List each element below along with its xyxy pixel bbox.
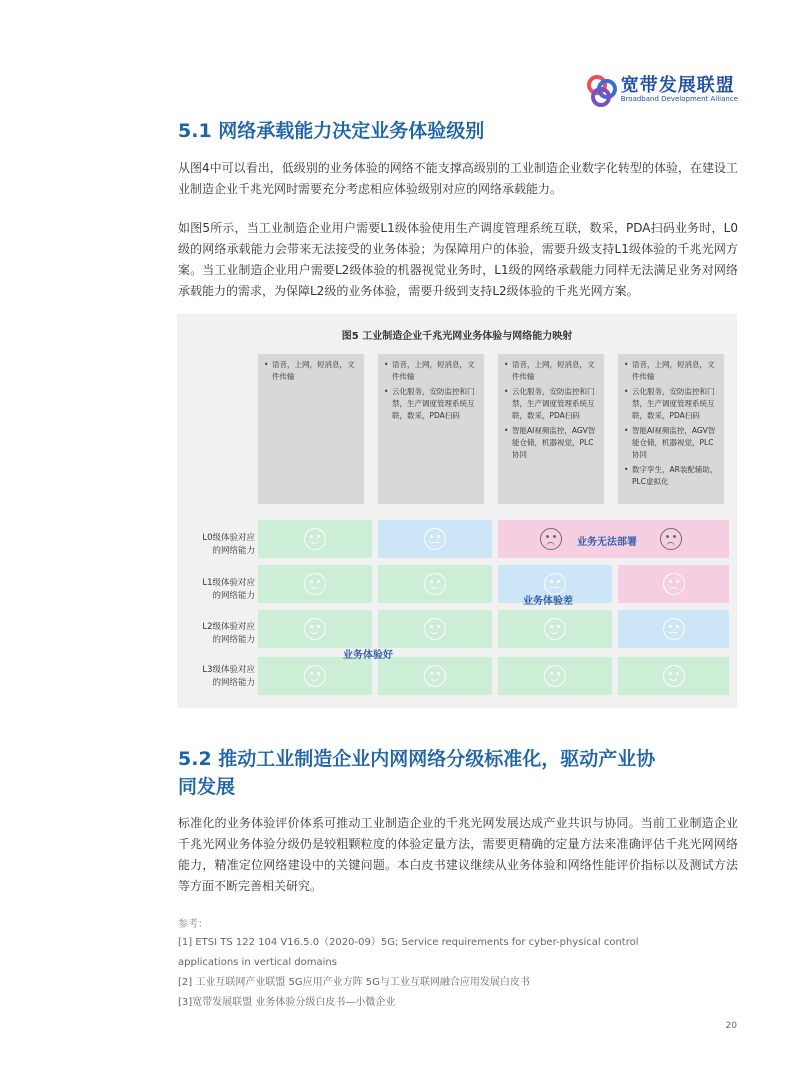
cell-l2-c3 xyxy=(498,610,612,648)
service-item: • 智能AI视频监控，AGV智能仓储，机器视觉，PLC协同 xyxy=(504,425,600,461)
page-number: 20 xyxy=(725,1021,737,1031)
section-5-1-heading: 5.1 网络承载能力决定业务体验级别 xyxy=(178,120,485,142)
service-item: • 云化服务，安防监控和门禁，生产调度管理系统互联，数采，PDA扫码 xyxy=(504,386,600,422)
cell-l2-c1 xyxy=(258,610,372,648)
reference-1: [1] ETSI TS 122 104 V16.5.0（2020-09）5G; Service requirements for cyber-physical control applications in vertical domains xyxy=(178,937,639,968)
reference-3: [3]宽带发展联盟 业务体验分级白皮书—小微企业 xyxy=(178,997,396,1008)
smile-face-icon xyxy=(544,618,566,640)
cell-l3-c1 xyxy=(258,657,372,695)
column-l2-services xyxy=(498,354,604,504)
smile-face-icon xyxy=(424,665,446,687)
service-item: • 语音，上网，短消息，文件传输 xyxy=(504,359,600,383)
row-label-l1: L1级体验对应 的网络能力 xyxy=(202,578,255,601)
section-5-1-paragraph-2: 如图5所示，当工业制造企业用户需要L1级体验使用生产调度管理系统互联，数采，PDA扫码业务时，L0级的网络承载能力会带来无法接受的业务体验；为保障用户的体验，需要升级支持L1级体验的千兆光网方案。当工业制造企业用户需要L2级体验的机器视觉业务时，L1级的网络承载能力同样无法满足业务对网络承载能力的需求，为保障L2级的业务体验，需要升级到支持L2级体验的千兆光网方案。 xyxy=(178,221,738,298)
column-l1-services xyxy=(378,354,484,504)
figure-5 xyxy=(177,314,737,708)
smile-face-icon xyxy=(304,665,326,687)
cell-l2-c4 xyxy=(618,610,729,648)
references-title: 参考： xyxy=(178,919,208,930)
service-item: • 智能AI视频监控，AGV智能仓储，机器视觉，PLC协同 xyxy=(624,425,720,461)
service-item: • 数字孪生，AR装配辅助，PLC虚拟化 xyxy=(624,464,720,488)
cell-l0-c1 xyxy=(258,520,372,558)
cell-l1-c1 xyxy=(258,565,372,603)
logo-en: Broadband Development Alliance xyxy=(620,94,738,103)
reference-2: [2] 工业互联网产业联盟 5G应用产业方阵 5G与工业互联网融合应用发展白皮书 xyxy=(178,977,530,988)
row-label-l3: L3级体验对应 的网络能力 xyxy=(202,665,255,688)
section-5-2-heading-line2: 同发展 xyxy=(178,776,236,798)
logo-cn: 宽带发展联盟 xyxy=(620,74,735,96)
smile-face-icon xyxy=(304,528,326,550)
smile-face-icon xyxy=(424,618,446,640)
neutral-face-icon xyxy=(424,528,446,550)
smile-face-icon xyxy=(424,573,446,595)
smile-face-icon xyxy=(663,665,685,687)
sad-face-icon xyxy=(663,573,685,595)
cell-l3-c4 xyxy=(618,657,729,695)
annotation-bad: 业务无法部署 xyxy=(577,537,637,548)
section-5-1-paragraph-1: 从图4中可以看出，低级别的业务体验的网络不能支撑高级别的工业制造企业数字化转型的体验，在建设工业制造企业千兆光网时需要充分考虑相应体验级别对应的网络承载能力。 xyxy=(178,161,738,196)
cell-l0-c2 xyxy=(378,520,492,558)
section-5-2-paragraph: 标准化的业务体验评价体系可推动工业制造企业的千兆光网发展达成产业共识与协同。当前工业制造企业千兆光网业务体验分级仍是较粗颗粒度的体验定量方法，需要更精确的定量方法来准确评估千兆光网网络能力，精准定位网络建设中的关键问题。本白皮书建议继续从业务体验和网络性能评价指标以及测试方法等方面不断完善相关研究。 xyxy=(178,816,738,893)
service-item: • 语音，上网，短消息，文件传输 xyxy=(264,359,360,383)
sad-face-icon xyxy=(660,528,682,550)
column-l0-services xyxy=(258,354,364,504)
annotation-medium: 业务体验差 xyxy=(523,596,573,607)
column-l3-services xyxy=(618,354,724,504)
cell-l3-c3 xyxy=(498,657,612,695)
section-5-2-heading xyxy=(178,745,655,801)
row-label-l0: L0级体验对应 的网络能力 xyxy=(202,533,255,556)
smile-face-icon xyxy=(304,573,326,595)
alliance-logo-icon xyxy=(587,75,617,105)
section-5-2-heading-line1: 5.2 推动工业制造企业内网网络分级标准化，驱动产业协 xyxy=(178,748,656,770)
service-item: • 云化服务，安防监控和门禁，生产调度管理系统互联，数采，PDA扫码 xyxy=(384,386,480,422)
smile-face-icon xyxy=(544,665,566,687)
row-label-l2: L2级体验对应 的网络能力 xyxy=(202,622,255,645)
sad-face-icon xyxy=(540,528,562,550)
service-item: • 语音，上网，短消息，文件传输 xyxy=(624,359,720,383)
service-item: • 云化服务，安防监控和门禁，生产调度管理系统互联，数采，PDA扫码 xyxy=(624,386,720,422)
neutral-face-icon xyxy=(663,618,685,640)
cell-l3-c2 xyxy=(378,657,492,695)
annotation-good: 业务体验好 xyxy=(343,650,393,661)
service-item: • 语音，上网，短消息，文件传输 xyxy=(384,359,480,383)
logo xyxy=(587,75,738,105)
cell-l1-c4 xyxy=(618,565,729,603)
smile-face-icon xyxy=(304,618,326,640)
cell-l1-c2 xyxy=(378,565,492,603)
cell-l2-c2 xyxy=(378,610,492,648)
figure-title: 图5 工业制造企业千兆光网业务体验与网络能力映射 xyxy=(341,331,573,342)
